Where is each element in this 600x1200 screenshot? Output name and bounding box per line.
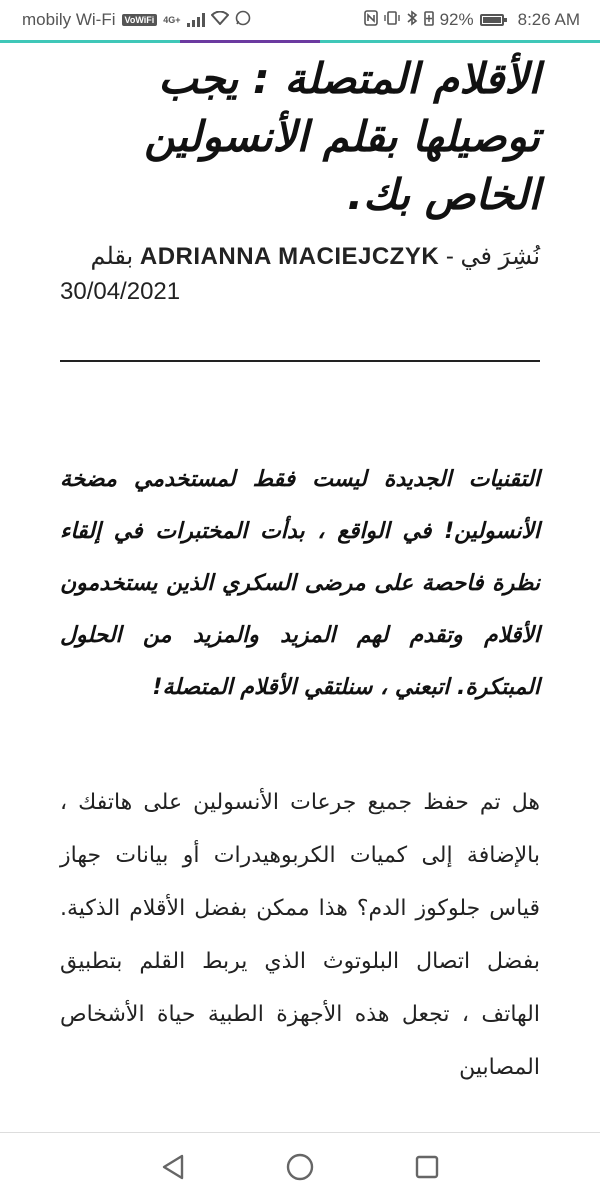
status-left bbox=[22, 10, 251, 31]
network-type: 4G+ bbox=[163, 15, 181, 25]
article-body: هل تم حفظ جميع جرعات الأنسولين على هاتفك ، بالإضافة إلى كميات الكربوهيدرات أو بيانات جهاز قياس جلوكوز الدم؟ هذا ممكن بفضل الأقلام الذكية. بفضل اتصال البلوتوث الذي يربط القلم بتطبيق الهاتف ، تجعل هذه الأجهزة الطبية حياة الأشخاص المصابين bbox=[60, 790, 540, 1080]
status-bar bbox=[0, 0, 600, 40]
battery-saver-icon bbox=[424, 10, 434, 31]
battery-icon bbox=[480, 14, 504, 26]
author-link[interactable]: ADRIANNA MACIEJCZYK bbox=[139, 243, 440, 270]
carrier-label: mobily Wi-Fi bbox=[22, 10, 116, 29]
article bbox=[60, 50, 540, 1094]
vibrate-icon bbox=[384, 10, 400, 31]
recents-button[interactable] bbox=[407, 1147, 447, 1187]
article-meta bbox=[60, 232, 540, 282]
nfc-icon bbox=[364, 10, 378, 31]
clock: 8:26 AM bbox=[517, 10, 580, 29]
page-top-accent-highlight bbox=[180, 40, 320, 43]
battery-percent: 92% bbox=[439, 10, 474, 29]
vowifi-badge: VoWiFi bbox=[122, 14, 158, 26]
whatsapp-icon bbox=[235, 10, 251, 31]
system-nav-bar bbox=[0, 1132, 600, 1200]
by-label: بقلم bbox=[90, 243, 134, 270]
back-triangle-icon bbox=[160, 1153, 186, 1181]
wifi-icon bbox=[211, 11, 229, 30]
meta-separator: - bbox=[445, 243, 454, 270]
article-title: الأقلام المتصلة : يجب توصيلها بقلم الأنسولين الخاص بك. bbox=[144, 54, 540, 219]
home-button[interactable] bbox=[280, 1147, 320, 1187]
publish-date: 30/04/2021 bbox=[60, 278, 181, 305]
recents-square-icon bbox=[414, 1154, 440, 1180]
back-button[interactable] bbox=[153, 1147, 193, 1187]
divider bbox=[60, 360, 540, 362]
status-right bbox=[364, 10, 580, 31]
home-circle-icon bbox=[285, 1152, 315, 1182]
published-label: نُشِرَ في bbox=[460, 243, 540, 270]
article-intro: التقنيات الجديدة ليست فقط لمستخدمي مضخة الأنسولين! في الواقع ، بدأت المختبرات في إلقاء نظرة فاحصة على مرضى السكري الذين يستخدمون الأقلام وتقدم لهم المزيد والمزيد من الحلول المبتكرة. اتبعني ، سنلتقي الأقلام المتصلة! bbox=[60, 467, 540, 700]
signal-icon bbox=[187, 13, 205, 27]
bluetooth-icon bbox=[406, 10, 418, 31]
